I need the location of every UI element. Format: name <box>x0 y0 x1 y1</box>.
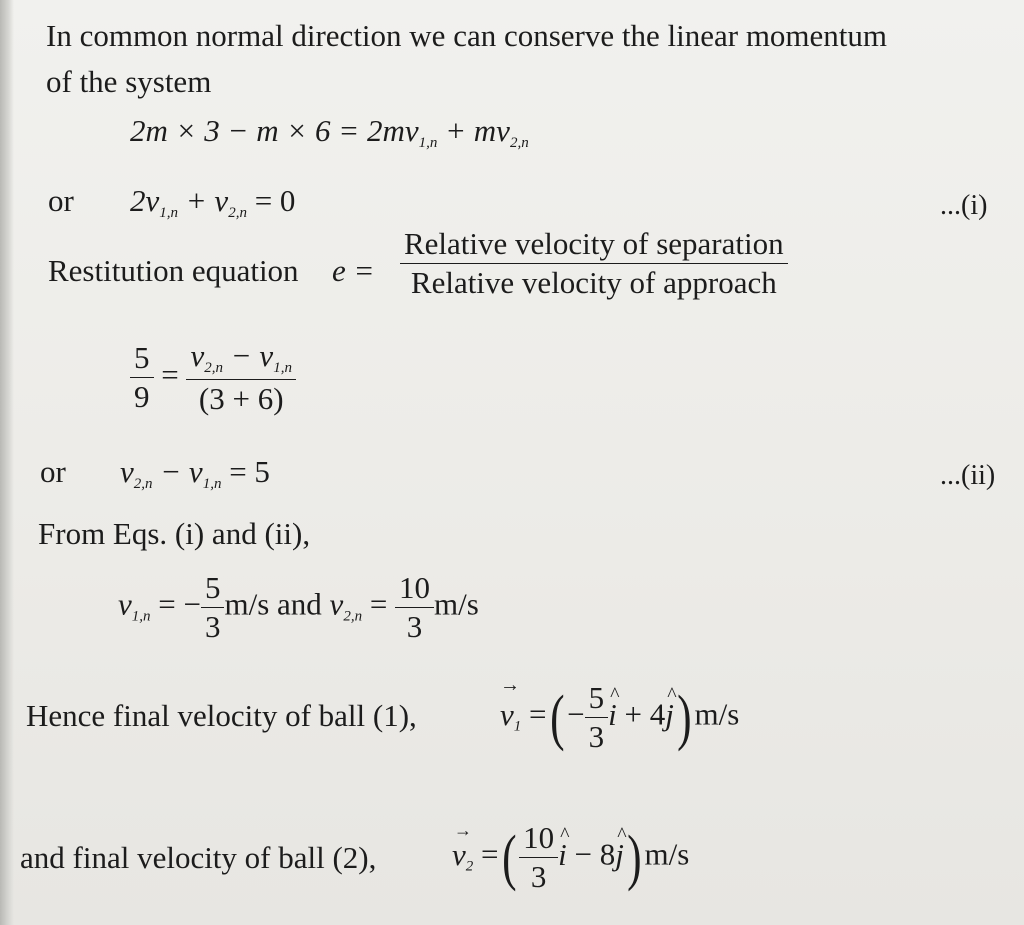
normal-velocities-result: $v_{1,n}$ = − $\frac{5}{3}$ m/s and $v_{2,n}$ = $\frac{10}{3}$ m/s <box>118 570 479 644</box>
text-line-1: In common normal direction we can conserve the linear momentum <box>46 18 888 53</box>
momentum-equation: $2m \times 3 - m \times 6 = 2mv_{1,n} + mv_{2,n}$ <box>130 113 529 151</box>
equation-i: $2v_{1,n} + v_{2,n} = 0$ <box>130 183 296 221</box>
text-line-2: of the system <box>46 64 212 99</box>
ball-1-final-velocity: → $v_1$ =(− $\frac{5}{3}$ ^ i + 4^ j)m/s <box>500 682 739 753</box>
or-label-1: or <box>48 183 74 218</box>
restitution-fraction <box>400 228 788 299</box>
and-ball-2-label: and final velocity of ball (2), <box>20 840 377 875</box>
restitution-label: Restitution equation <box>48 253 299 288</box>
restitution-e: e = <box>332 253 375 288</box>
equation-tag-ii: ...(ii) <box>940 460 996 491</box>
equation-tag-i: ...(i) <box>940 190 988 221</box>
relative-velocity-approach: Relative velocity of approach <box>410 264 777 300</box>
relative-velocity-separation: Relative velocity of separation <box>400 228 788 264</box>
equation-ii: $v_{2,n} - v_{1,n} = 5$ <box>120 454 270 492</box>
restitution-substitution: $\frac{5}{9}$ = $\frac{v_{2,n} - v_{1,n}}{(3 + 6)}$ <box>130 340 296 415</box>
or-label-2: or <box>40 454 66 489</box>
from-equations-label: From Eqs. (i) and (ii), <box>38 516 311 551</box>
page-edge-shadow <box>0 0 14 925</box>
hence-ball-1-label: Hence final velocity of ball (1), <box>26 698 417 733</box>
ball-2-final-velocity: → $v_2$ =( $\frac{10}{3}$ ^ i − 8^ j)m/s <box>452 822 689 893</box>
